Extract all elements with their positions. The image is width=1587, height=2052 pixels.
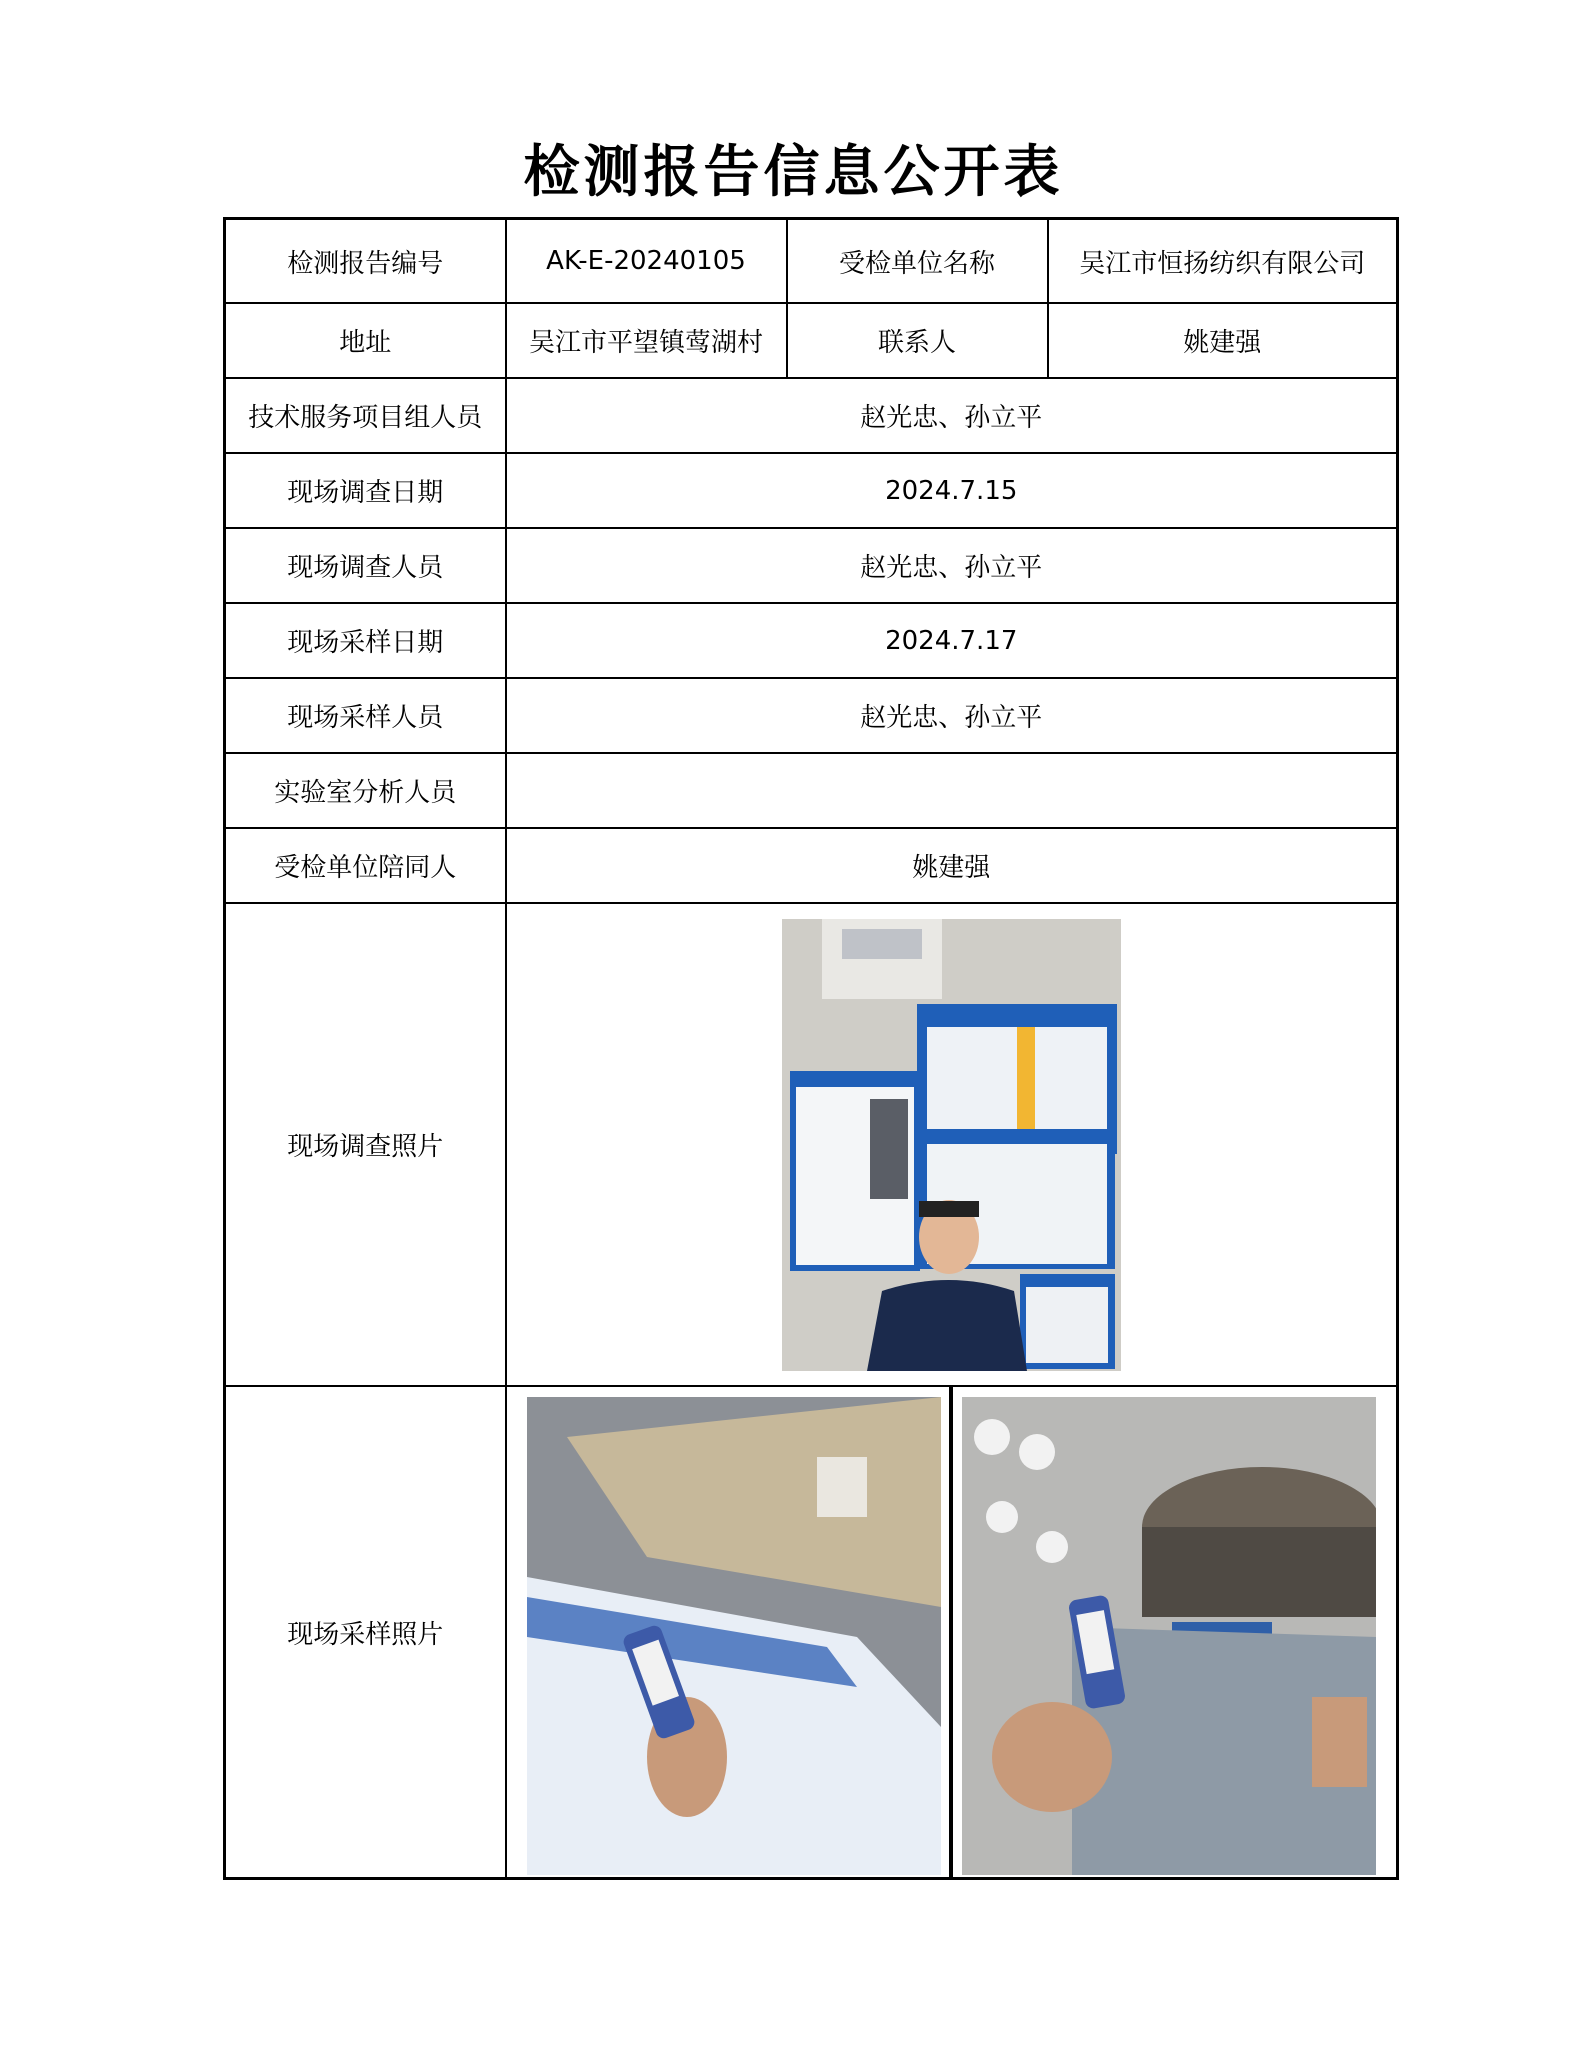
survey-photo-image [782,919,1121,1371]
page-title: 检测报告信息公开表 [523,139,1064,205]
row-label: 受检单位陪同人 [225,828,506,903]
row-value: 赵光忠、孙立平 [506,678,1398,753]
table-row [225,678,1398,753]
row-value: 赵光忠、孙立平 [506,378,1398,453]
row-value: 2024.7.15 [506,453,1398,528]
sample-photo-knitting-image [962,1397,1376,1875]
report-no-label: 检测报告编号 [225,219,506,304]
contact-label: 联系人 [787,303,1048,378]
table-row [225,303,1398,378]
row-value: 2024.7.17 [506,603,1398,678]
row-label: 实验室分析人员 [225,753,506,828]
address-label: 地址 [225,303,506,378]
table-row [225,753,1398,828]
sample-photo-row [507,1387,1397,1877]
row-label: 现场调查人员 [225,528,506,603]
table-row [225,1386,1398,1879]
sample-photo-cell [506,1386,1398,1879]
row-value: 赵光忠、孙立平 [506,528,1398,603]
table-row [225,378,1398,453]
row-value: 姚建强 [506,828,1398,903]
survey-photo [782,919,1121,1371]
report-table [223,217,1399,1880]
row-label: 现场采样人员 [225,678,506,753]
sample-photo-knitting [962,1397,1376,1875]
row-label: 现场调查日期 [225,453,506,528]
table-row [225,528,1398,603]
row-label: 技术服务项目组人员 [225,378,506,453]
table-row [225,828,1398,903]
survey-photo-cell [506,903,1398,1386]
address-value: 吴江市平望镇莺湖村 [506,303,787,378]
sample-photo-label: 现场采样照片 [225,1386,506,1879]
sample-photo-loom-image [527,1397,941,1875]
table-row [225,219,1398,304]
photo-divider [949,1387,953,1877]
table-row [225,453,1398,528]
row-label: 现场采样日期 [225,603,506,678]
row-value [506,753,1398,828]
contact-value: 姚建强 [1048,303,1398,378]
sample-photo-loom [527,1397,941,1875]
report-no-value: AK-E-20240105 [506,219,787,304]
unit-label: 受检单位名称 [787,219,1048,304]
table-row [225,603,1398,678]
survey-photo-label: 现场调查照片 [225,903,506,1386]
unit-value: 吴江市恒扬纺织有限公司 [1048,219,1398,304]
table-row [225,903,1398,1386]
